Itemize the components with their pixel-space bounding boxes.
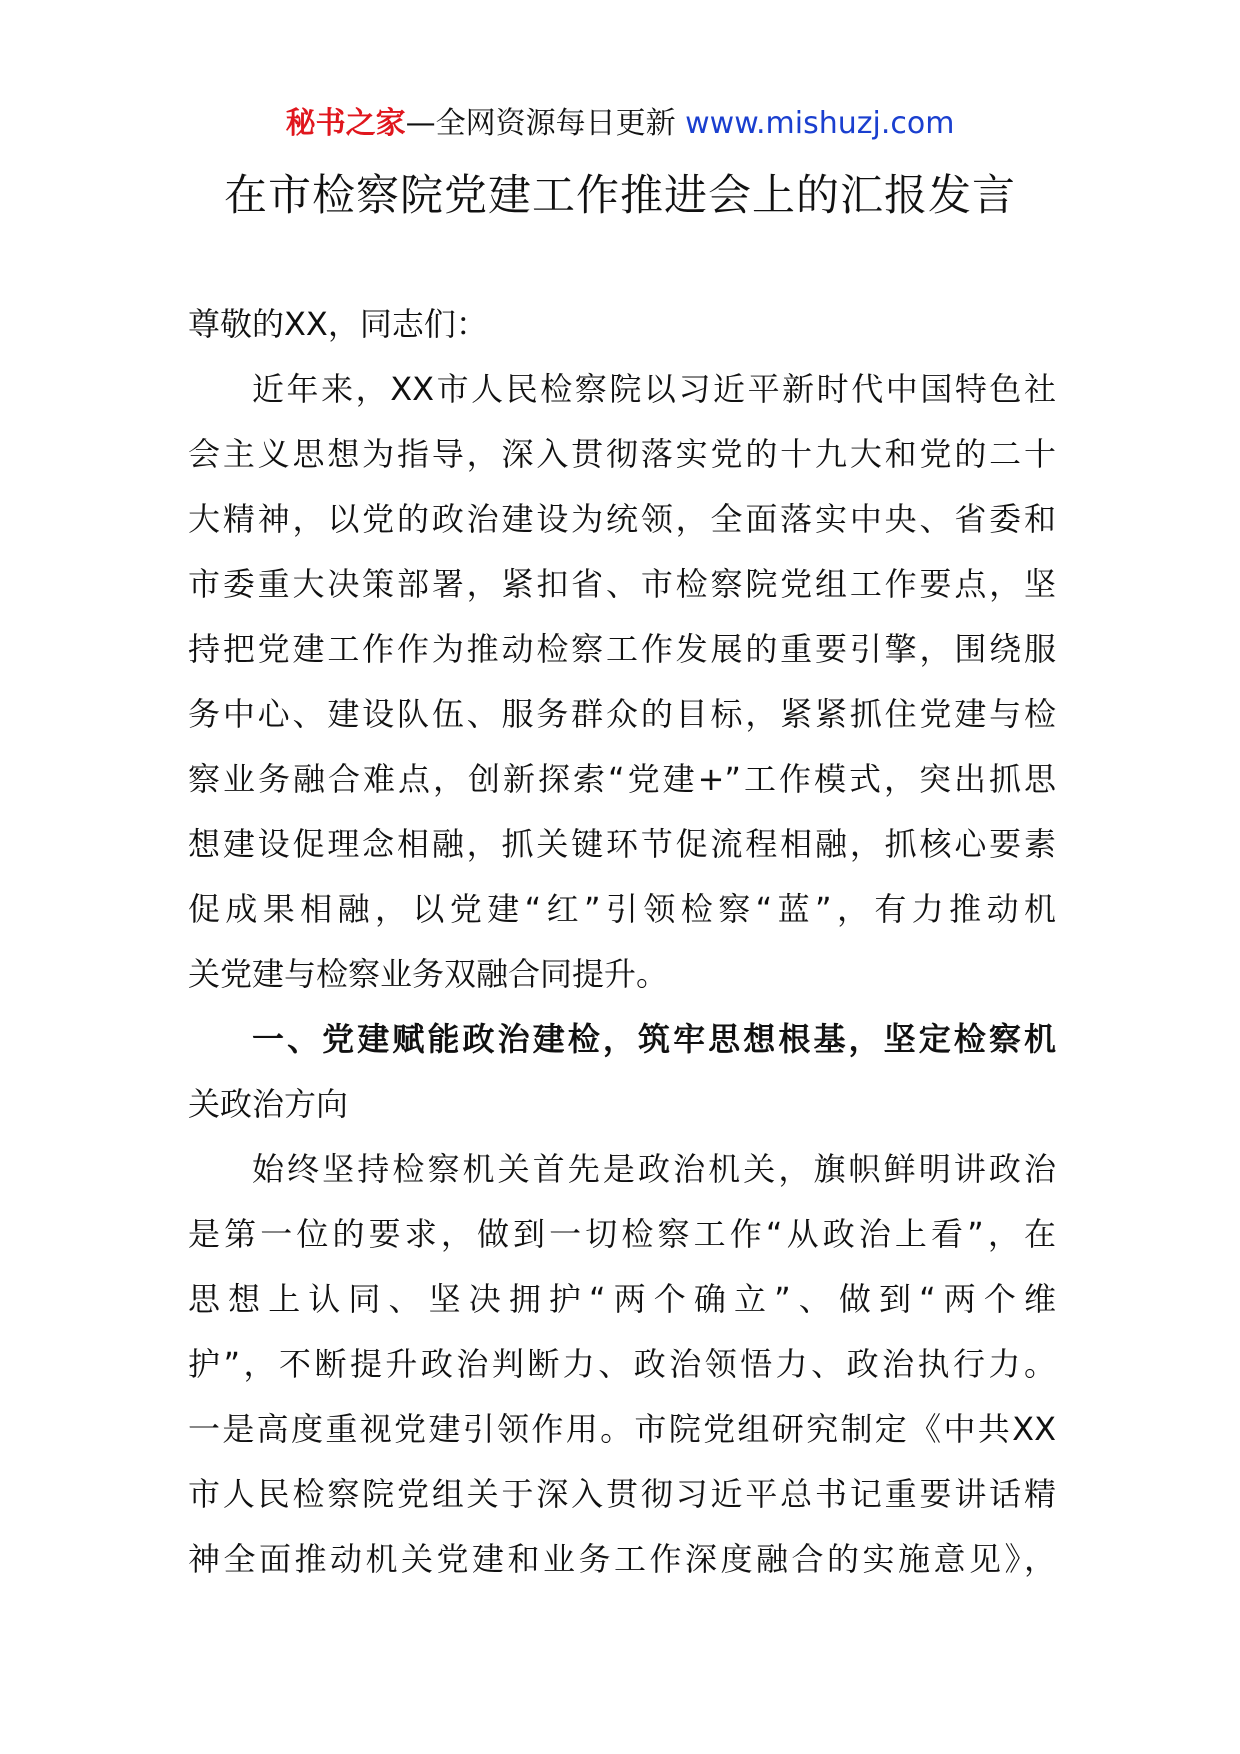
paragraph-line: 思想上认同、坚决拥护“两个确立”、做到“两个维: [188, 1280, 1056, 1318]
paragraph-line: 一是高度重视党建引领作用。市院党组研究制定《中共XX: [188, 1410, 1056, 1448]
paragraph-line: 市委重大决策部署，紧扣省、市检察院党组工作要点，坚: [188, 565, 1056, 603]
section-heading-line: 一、党建赋能政治建检，筑牢思想根基，坚定检察机: [252, 1020, 1056, 1058]
paragraph-line: 是第一位的要求，做到一切检察工作“从政治上看”，在: [188, 1215, 1056, 1253]
paragraph-line: 市人民检察院党组关于深入贯彻习近平总书记重要讲话精: [188, 1475, 1056, 1513]
paragraph-line: 神全面推动机关党建和业务工作深度融合的实施意见》，: [188, 1540, 1056, 1578]
paragraph-line: 察业务融合难点，创新探索“党建+”工作模式，突出抓思: [188, 760, 1056, 798]
site-header: [0, 104, 1240, 144]
document-body: [188, 292, 1056, 1592]
paragraph-line: 护”，不断提升政治判断力、政治领悟力、政治执行力。: [188, 1345, 1056, 1383]
header-tagline: —全网资源每日更新: [405, 106, 686, 141]
paragraph-line: 大精神，以党的政治建设为统领，全面落实中央、省委和: [188, 500, 1056, 538]
paragraph-line: 始终坚持检察机关首先是政治机关，旗帜鲜明讲政治: [252, 1150, 1056, 1188]
salutation-line: 尊敬的XX，同志们：: [188, 305, 488, 343]
paragraph-line: 关党建与检察业务双融合同提升。: [188, 955, 669, 993]
paragraph-line: 会主义思想为指导，深入贯彻落实党的十九大和党的二十: [188, 435, 1056, 473]
paragraph-line: 务中心、建设队伍、服务群众的目标，紧紧抓住党建与检: [188, 695, 1056, 733]
paragraph-line: 持把党建工作作为推动检察工作发展的重要引擎，围绕服: [188, 630, 1056, 668]
document-title: 在市检察院党建工作推进会上的汇报发言: [224, 171, 1016, 221]
section-heading-line: 关政治方向: [188, 1085, 349, 1123]
site-url[interactable]: www.mishuzj.com: [685, 106, 955, 141]
brand-name: 秘书之家: [285, 106, 406, 141]
paragraph-line: 想建设促理念相融，抓关键环节促流程相融，抓核心要素: [188, 825, 1056, 863]
paragraph-line: 近年来，XX市人民检察院以习近平新时代中国特色社: [252, 370, 1056, 408]
paragraph-line: 促成果相融，以党建“红”引领检察“蓝”，有力推动机: [188, 890, 1056, 928]
